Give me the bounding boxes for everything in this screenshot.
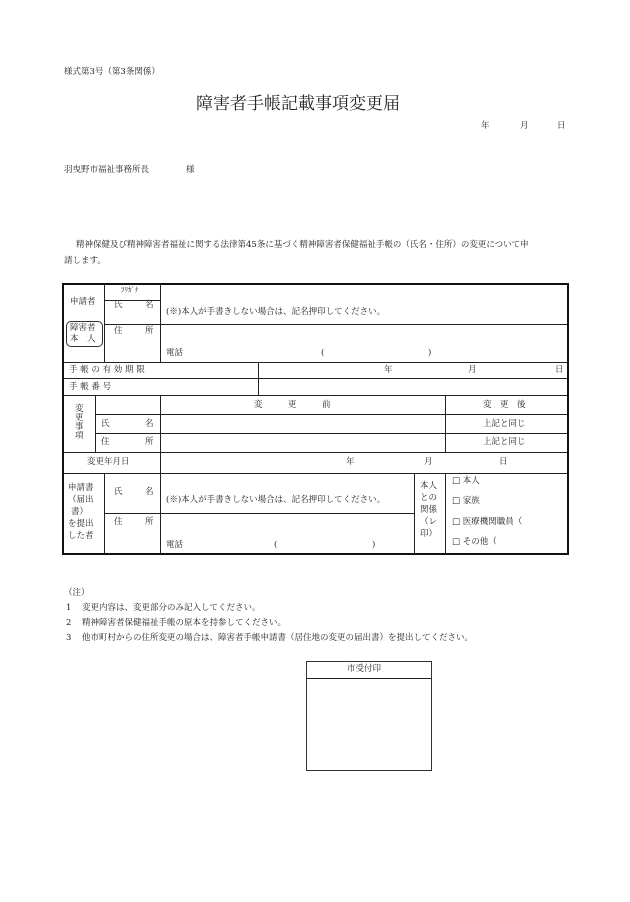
note-1-text: 変更内容は、変更部分のみ記入してください。 (82, 603, 261, 613)
relation-option-family[interactable]: □ 家族 (452, 496, 480, 506)
applicant-name-note: (※)本人が手書きしない場合は、記名押印してください。 (166, 307, 386, 317)
submitter-phone-close: ) (372, 540, 376, 550)
changes-label-2: 更 (75, 413, 84, 423)
change-date-year: 年 (346, 457, 355, 467)
person-label-2: 本 人 (70, 334, 96, 344)
applicant-address-label-1: 住 (114, 326, 123, 336)
furigana-label: ﾌﾘｶﾞﾅ (121, 286, 139, 294)
change-date-month: 月 (424, 457, 433, 467)
change-name-after: 上記と同じ (483, 419, 526, 429)
validity-day: 日 (555, 365, 564, 375)
relation-option-medical-staff[interactable]: □ 医療機関職員（ (452, 517, 523, 527)
note-3-num: 3 (66, 633, 72, 643)
note-1-num: 1 (66, 603, 72, 613)
note-2-num: 2 (66, 618, 72, 628)
submitter-name-label-2: 名 (145, 487, 154, 497)
before-header: 変 更 前 (254, 400, 331, 410)
person-label-1: 障害者 (70, 323, 96, 333)
intro-text-line2: 請します。 (64, 256, 106, 266)
change-address-label-1: 住 (101, 437, 110, 447)
applicant-name-label-2: 名 (145, 300, 154, 310)
submitter-label-4: を提出 (68, 519, 94, 529)
date-month-label: 月 (520, 121, 529, 131)
page-title: 障害者手帳記載事項変更届 (196, 94, 400, 114)
date-day-label: 日 (557, 121, 566, 131)
applicant-label: 申請者 (70, 297, 96, 307)
change-date-label: 変更年月日 (87, 457, 130, 467)
relation-label-3: 関係 (420, 505, 438, 515)
change-name-label-2: 名 (145, 419, 154, 429)
relation-option-other[interactable]: □ その他（ (452, 537, 497, 547)
change-address-after: 上記と同じ (483, 437, 526, 447)
relation-label-2: との (420, 493, 438, 503)
applicant-address-label-2: 所 (145, 326, 154, 336)
note-3-text: 他市町村からの住所変更の場合は、障害者手帳申請書（居住地の変更の届出書）を提出してください。 (82, 633, 474, 643)
relation-label-1: 本人 (420, 481, 438, 491)
intro-text-line1: 精神保健及び精神障害者福祉に関する法律第45条に基づく精神障害者保健福祉手帳の（氏名・住所）の変更について申 (76, 240, 529, 250)
submitter-name-note: (※)本人が手書きしない場合は、記名押印してください。 (166, 495, 386, 505)
relation-label-4: （レ (420, 517, 438, 527)
submitter-phone-open: ( (274, 540, 278, 550)
submitter-address-label-1: 住 (114, 517, 123, 527)
change-name-label-1: 氏 (101, 419, 110, 429)
relation-option-self[interactable]: □ 本人 (452, 476, 480, 486)
applicant-phone-close: ) (428, 348, 432, 358)
submitter-label-5: した者 (68, 531, 94, 541)
applicant-phone-open: ( (321, 348, 325, 358)
after-header: 変 更 後 (483, 400, 526, 410)
applicant-name-label-1: 氏 (114, 300, 123, 310)
changes-label-1: 変 (75, 404, 84, 414)
notebook-number-label: 手 帳 番 号 (69, 382, 112, 392)
submitter-name-label-1: 氏 (114, 487, 123, 497)
addressee: 羽曳野市福祉事務所長 (64, 165, 150, 175)
submitter-label-2: （届出 (68, 495, 94, 505)
reception-stamp-box (306, 661, 432, 771)
change-date-day: 日 (499, 457, 508, 467)
reception-stamp-label: 市受付印 (347, 664, 382, 674)
form-number: 様式第3号（第3条関係） (64, 67, 160, 77)
submitter-label-3: 書） (71, 507, 89, 517)
note-2-text: 精神障害者保健福祉手帳の原本を持参してください。 (82, 618, 287, 628)
notes-header: （注） (64, 588, 90, 598)
changes-label-3: 事 (75, 422, 84, 432)
validity-year: 年 (384, 365, 393, 375)
validity-label: 手 帳 の 有 効 期 限 (69, 365, 145, 375)
applicant-phone-label: 電話 (166, 348, 184, 358)
submitter-phone-label: 電話 (166, 540, 184, 550)
submitter-address-label-2: 所 (145, 517, 154, 527)
validity-month: 月 (468, 365, 477, 375)
change-address-label-2: 所 (145, 437, 154, 447)
changes-label-4: 項 (75, 431, 84, 441)
honorific: 様 (186, 165, 195, 175)
date-year-label: 年 (481, 121, 490, 131)
submitter-label-1: 申請書 (68, 483, 94, 493)
relation-label-5: 印） (420, 529, 438, 539)
